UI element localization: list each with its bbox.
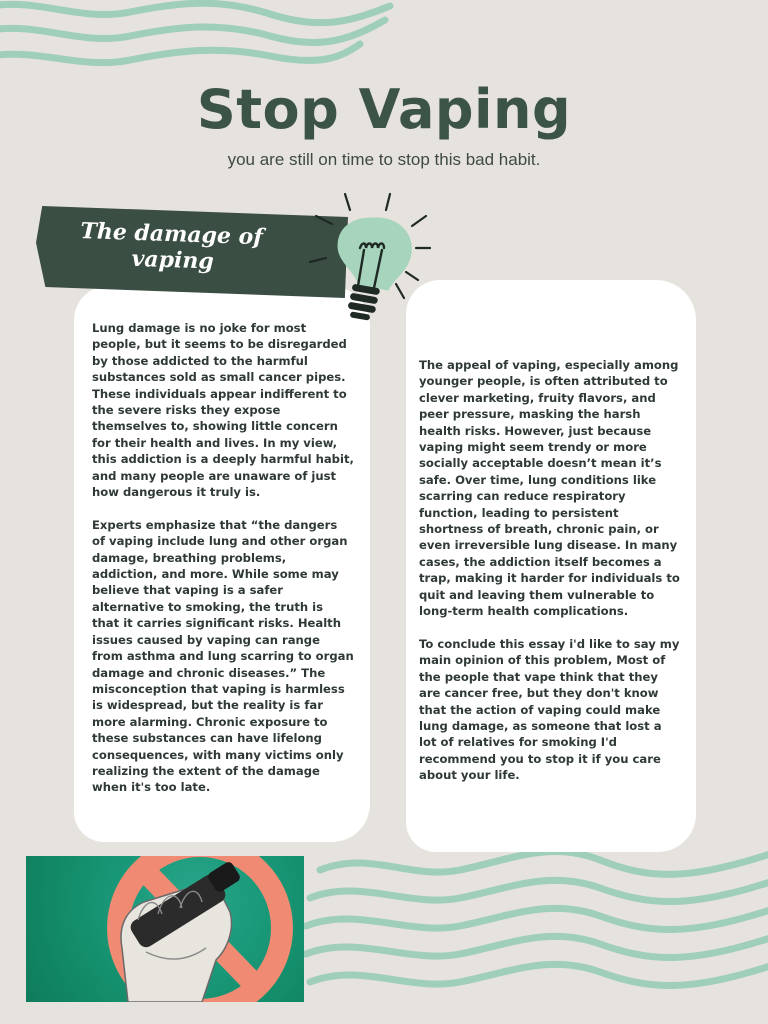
paragraph: To conclude this essay i'd like to say my main opinion of this problem, Most of the people that vape think that they are cancer free, but they don't know that the action of vaping could make lung damage, as someone that lost a lot of relatives for smoking I'd recommend you to stop it if you care about your life. — [419, 636, 680, 783]
paragraph: The appeal of vaping, especially among younger people, is often attributed to clever marketing, fruity flavors, and peer pressure, masking the harsh health risks. However, just because vaping might seem trendy or more socially acceptable doesn’t mean it’s safe. Over time, lung conditions like scarring can reduce respiratory function, leading to persistent shortness of breath, chronic pain, or even irreversible lung disease. In many cases, the addiction itself becomes a trap, making it harder for individuals to quit and leaving them vulnerable to long-term health complications. — [419, 358, 680, 619]
decorative-waves-bottom — [300, 840, 768, 1020]
page-title: Stop Vaping — [196, 78, 572, 141]
lightbulb-icon — [300, 190, 450, 330]
paragraph: Experts emphasize that “the dangers of vaping include lung and other organ damage, breathing problems, addiction, and more. While some may believe that vaping is a safer alternative to smoking, the truth is that it carries significant risks. Health issues caused by vaping can range from asthma and lung scarring to organ damage and chronic diseases.” The misconception that vaping is harmless is widespread, but the reality is far more alarming. Chronic exposure to these substances can have lifelong consequences, with many victims only realizing the extent of the damage when it's too late. — [92, 517, 354, 795]
section-heading — [79, 218, 311, 278]
section-heading-line2: vaping — [131, 245, 215, 275]
no-vaping-sign-icon — [26, 856, 304, 1002]
page-subtitle: you are still on time to stop this bad habit. — [227, 150, 541, 169]
section-heading-line1: The damage of — [80, 218, 264, 251]
right-column-text — [419, 357, 681, 800]
left-column-text — [92, 320, 354, 812]
paragraph: Lung damage is no joke for most people, but it seems to be disregarded by those addicted to the harmful substances sold as small cancer pipes. These individuals appear indifferent to the severe risks they expose themselves to, showing little concern for their health and lives. In my view, this addiction is a deeply harmful habit, and many people are unaware of just how dangerous it truly is. — [92, 321, 354, 500]
decorative-waves-top — [0, 0, 400, 80]
no-vaping-photo — [26, 856, 304, 1002]
